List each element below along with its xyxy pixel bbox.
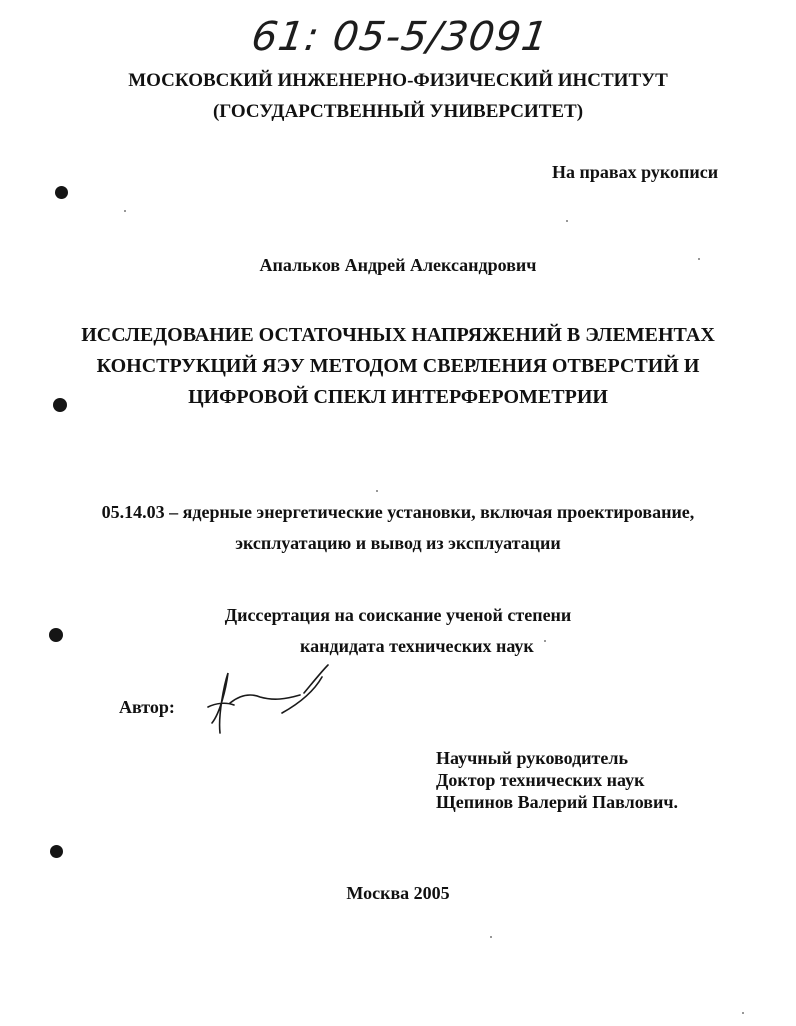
- scan-speck: [376, 490, 378, 492]
- supervisor-line-1: Научный руководитель: [436, 748, 628, 768]
- title-line-3: ЦИФРОВОЙ СПЕКЛ ИНТЕРФЕРОМЕТРИИ: [188, 386, 608, 408]
- institution-line-1: МОСКОВСКИЙ ИНЖЕНЕРНО-ФИЗИЧЕСКИЙ ИНСТИТУТ: [128, 70, 668, 91]
- binder-hole-mark: [53, 398, 67, 412]
- institution-line-2: (ГОСУДАРСТВЕННЫЙ УНИВЕРСИТЕТ): [212, 101, 584, 122]
- supervisor-line-3: Щепинов Валерий Павлович.: [436, 792, 679, 812]
- scan-speck: [124, 210, 126, 212]
- title-line-1: ИССЛЕДОВАНИЕ ОСТАТОЧНЫХ НАПРЯЖЕНИЙ В ЭЛЕМЕНТАХ: [81, 324, 715, 346]
- scan-speck: [566, 220, 568, 222]
- degree-line-1: Диссертация на соискание ученой степени: [224, 605, 572, 625]
- binder-hole-mark: [55, 186, 68, 199]
- binder-hole-mark: [50, 845, 63, 858]
- archive-stamp: 61: 05-5/3091: [248, 14, 552, 60]
- scan-speck: [544, 640, 546, 642]
- city-year: Москва 2005: [346, 883, 450, 903]
- title-line-2: КОНСТРУКЦИЙ ЯЭУ МЕТОДОМ СВЕРЛЕНИЯ ОТВЕРСТИЙ И: [96, 355, 700, 377]
- manuscript-note: На правах рукописи: [552, 162, 719, 182]
- author-label: Автор:: [119, 697, 175, 717]
- supervisor-line-2: Доктор технических наук: [436, 770, 645, 790]
- binder-hole-mark: [49, 628, 63, 642]
- scan-speck: [698, 258, 700, 260]
- author-signature: [190, 655, 340, 745]
- scan-speck: [490, 936, 492, 938]
- degree-line-2: кандидата технических наук: [300, 636, 534, 656]
- specialty-line-2: эксплуатацию и вывод из эксплуатации: [235, 533, 561, 553]
- specialty-line-1: 05.14.03 – ядерные энергетические установки, включая проектирование,: [101, 502, 695, 522]
- scan-speck: [742, 1012, 744, 1014]
- author-name: Апальков Андрей Александрович: [259, 255, 537, 275]
